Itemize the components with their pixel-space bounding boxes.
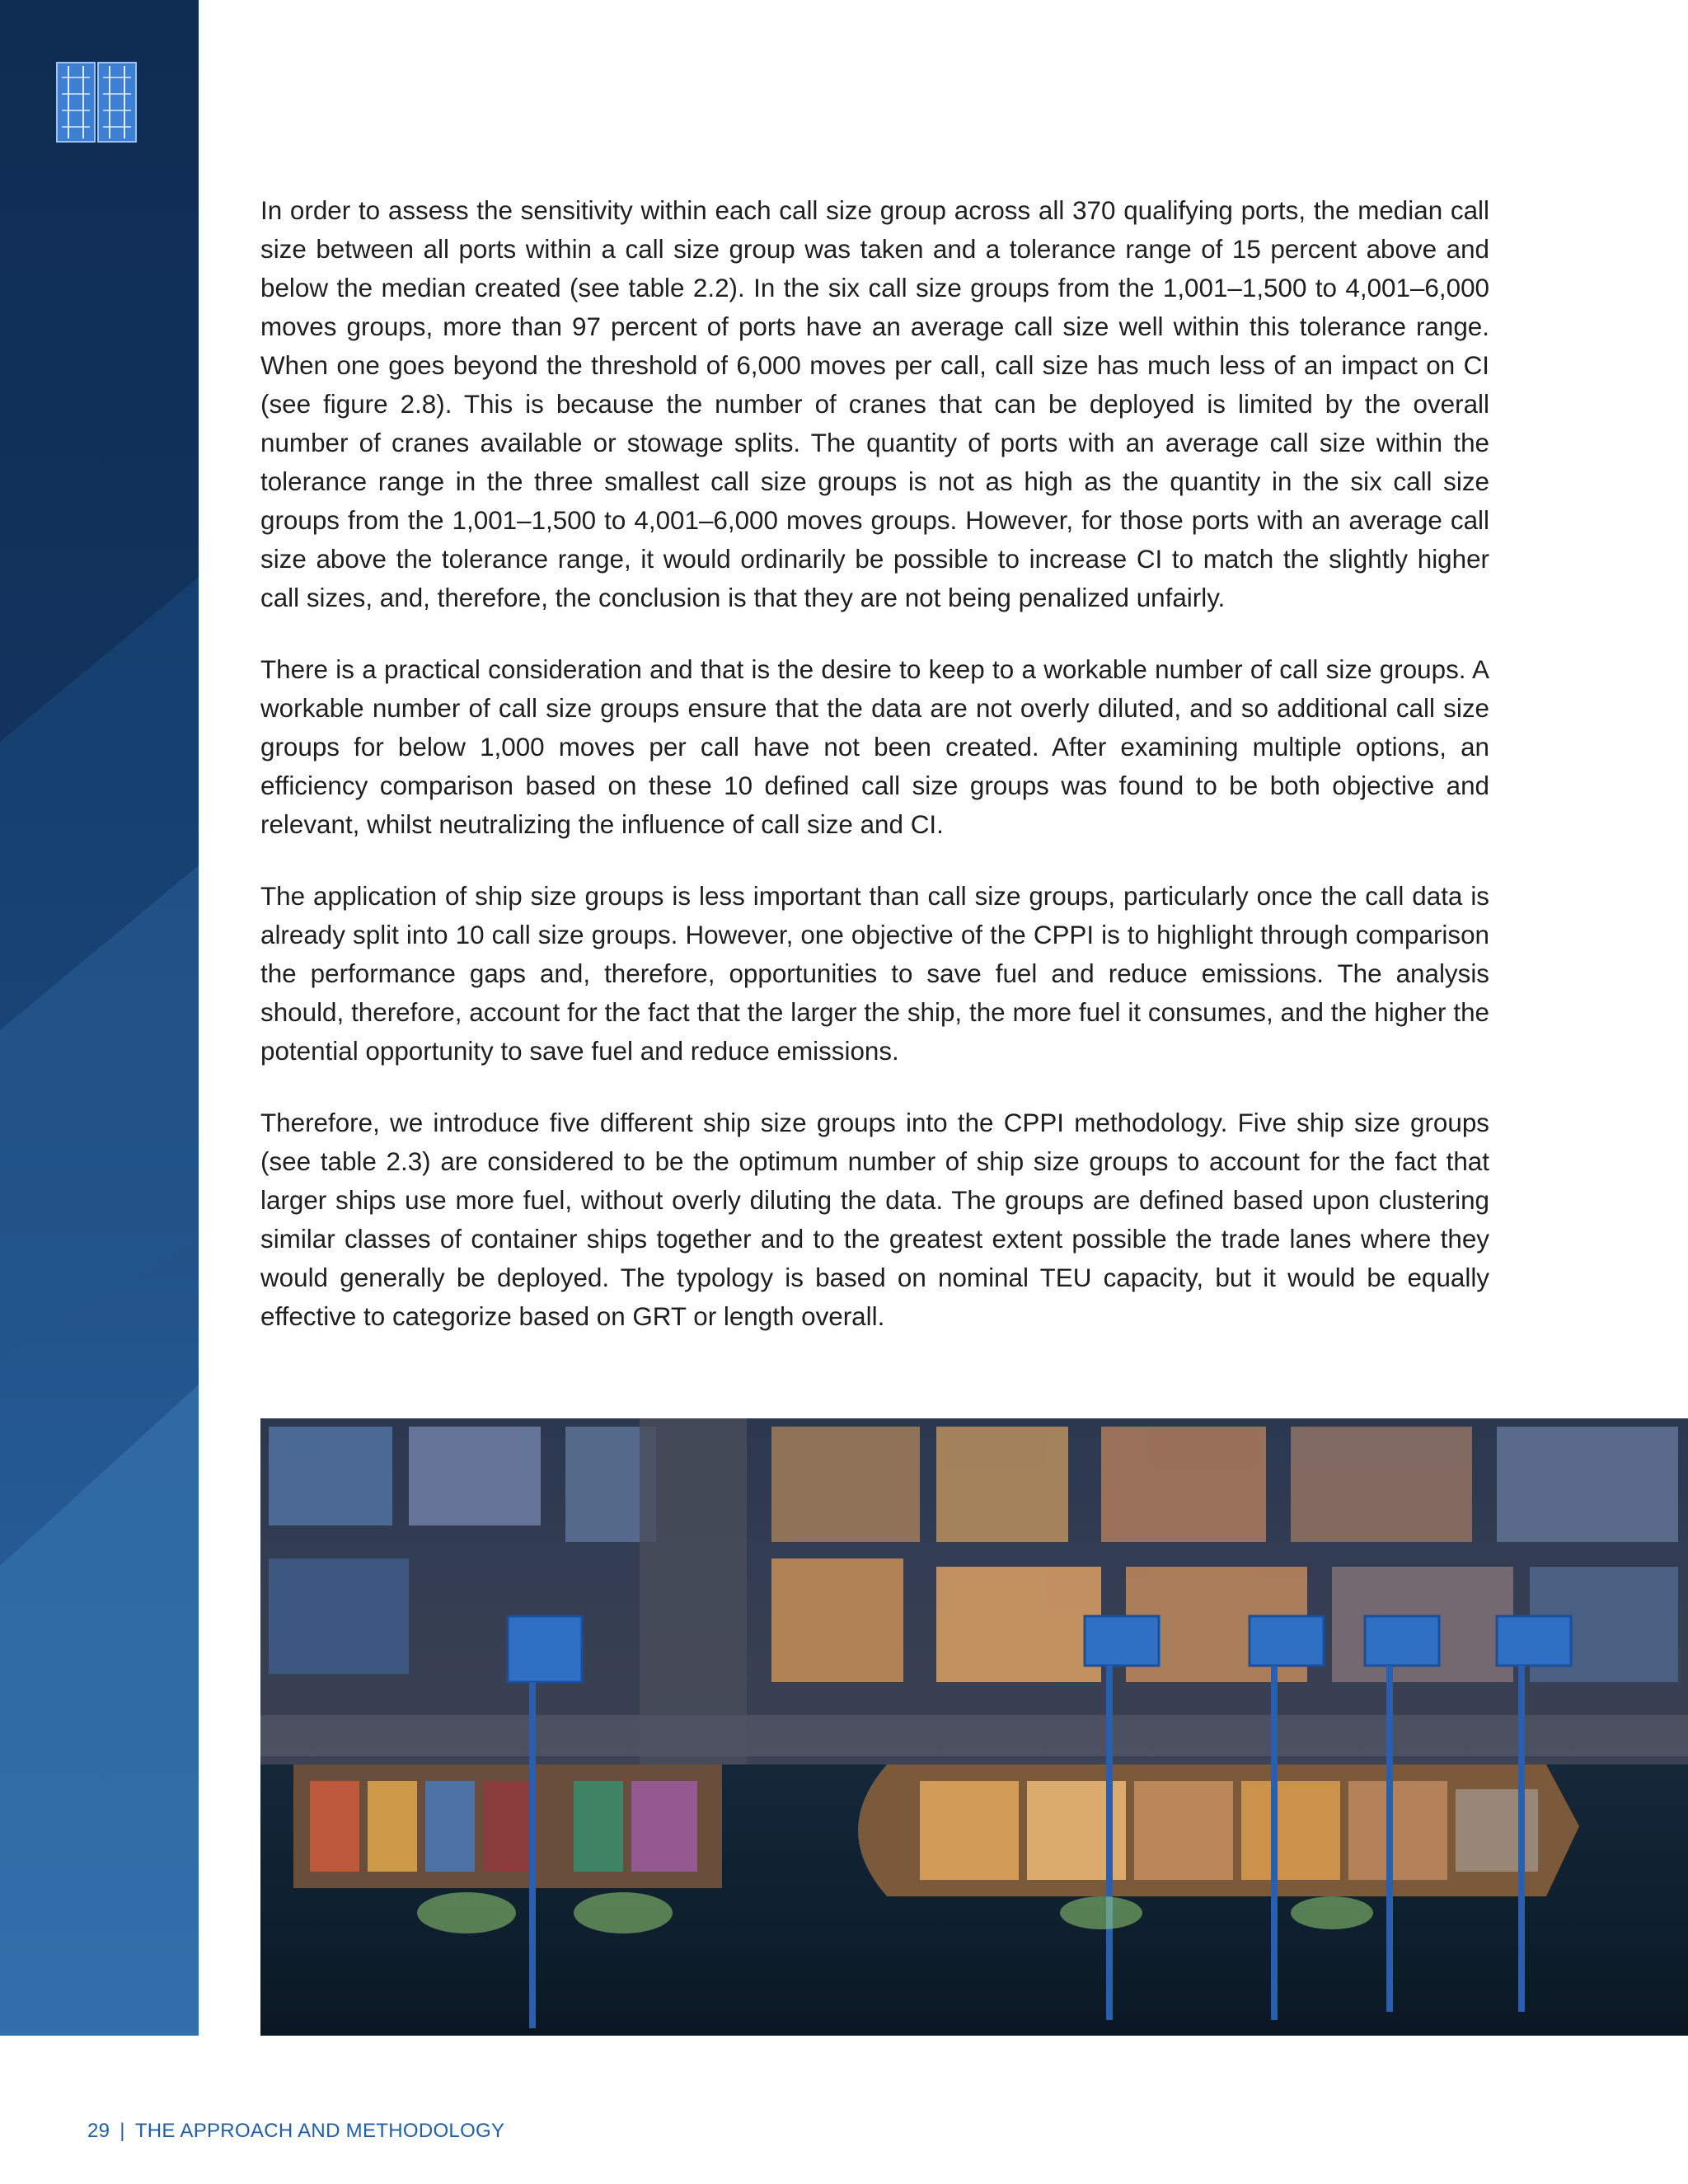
sidebar-diagonal-shapes — [0, 0, 199, 2036]
paragraph-4: Therefore, we introduce five different ship size groups into the CPPI methodology. Five ship size groups (see table 2.3) are considered to be the optimum number of ship size groups to account for the fact that larger ships use more fuel, without overly diluting the data. The groups are defined based upon clustering similar classes of container ships together and to the greatest extent possible the trade lanes where they would generally be deployed. The typology is based on nominal TEU capacity, but it would be equally effective to categorize based on GRT or length overall. — [260, 1108, 1489, 1331]
paragraph-2: There is a practical consideration and that is the desire to keep to a workable number of call size groups. A workable number of call size groups ensure that the data are not overly diluted, and so additional call size groups for below 1,000 moves per call have not been created. After examining multiple options, an efficiency comparison based on these 10 defined call size groups was found to be both objective and relevant, whilst neutralizing the influence of call size and CI. — [260, 655, 1489, 839]
page-footer — [87, 2120, 504, 2143]
footer-separator: | — [120, 2120, 125, 2142]
page-number: 29 — [87, 2120, 110, 2142]
container-port-aerial-photo — [260, 1418, 1688, 2036]
footer-section-title: THE APPROACH AND METHODOLOGY — [134, 2120, 505, 2142]
paragraph-1: In order to assess the sensitivity within each call size group across all 370 qualifying ports, the median call size between all ports within a call size group was taken and a tolerance range of 15 percent above and below the median created (see table 2.2). In the six call size groups from the 1,001–1,500 to 4,001–6,000 moves groups, more than 97 percent of ports have an average call size well within this tolerance range. When one goes beyond the threshold of 6,000 moves per call, call size has much less of an impact on CI (see figure 2.8). This is because the number of cranes that can be deployed is limited by the overall number of cranes available or stowage splits. The quantity of ports with an average call size within the tolerance range in the three smallest call size groups is not as high as the quantity in the six call size groups from the 1,001–1,500 to 4,001–6,000 moves groups. However, for those ports with an average call size above the tolerance range, it would ordinarily be possible to increase CI to match the slightly higher call sizes, and, therefore, the conclusion is that they are not being penalized unfairly. — [260, 196, 1489, 612]
sidebar-band — [0, 0, 199, 2036]
paragraph-3: The application of ship size groups is less important than call size groups, particularly once the call data is already split into 10 call size groups. However, one objective of the CPPI is to highlight through comparison the performance gaps and, therefore, opportunities to save fuel and reduce emissions. The analysis should, therefore, account for the fact that the larger the ship, the more fuel it consumes, and the higher the potential opportunity to save fuel and reduce emissions. — [260, 882, 1489, 1066]
body-text — [260, 191, 1489, 1369]
container-stack-logo-icon — [55, 61, 138, 143]
